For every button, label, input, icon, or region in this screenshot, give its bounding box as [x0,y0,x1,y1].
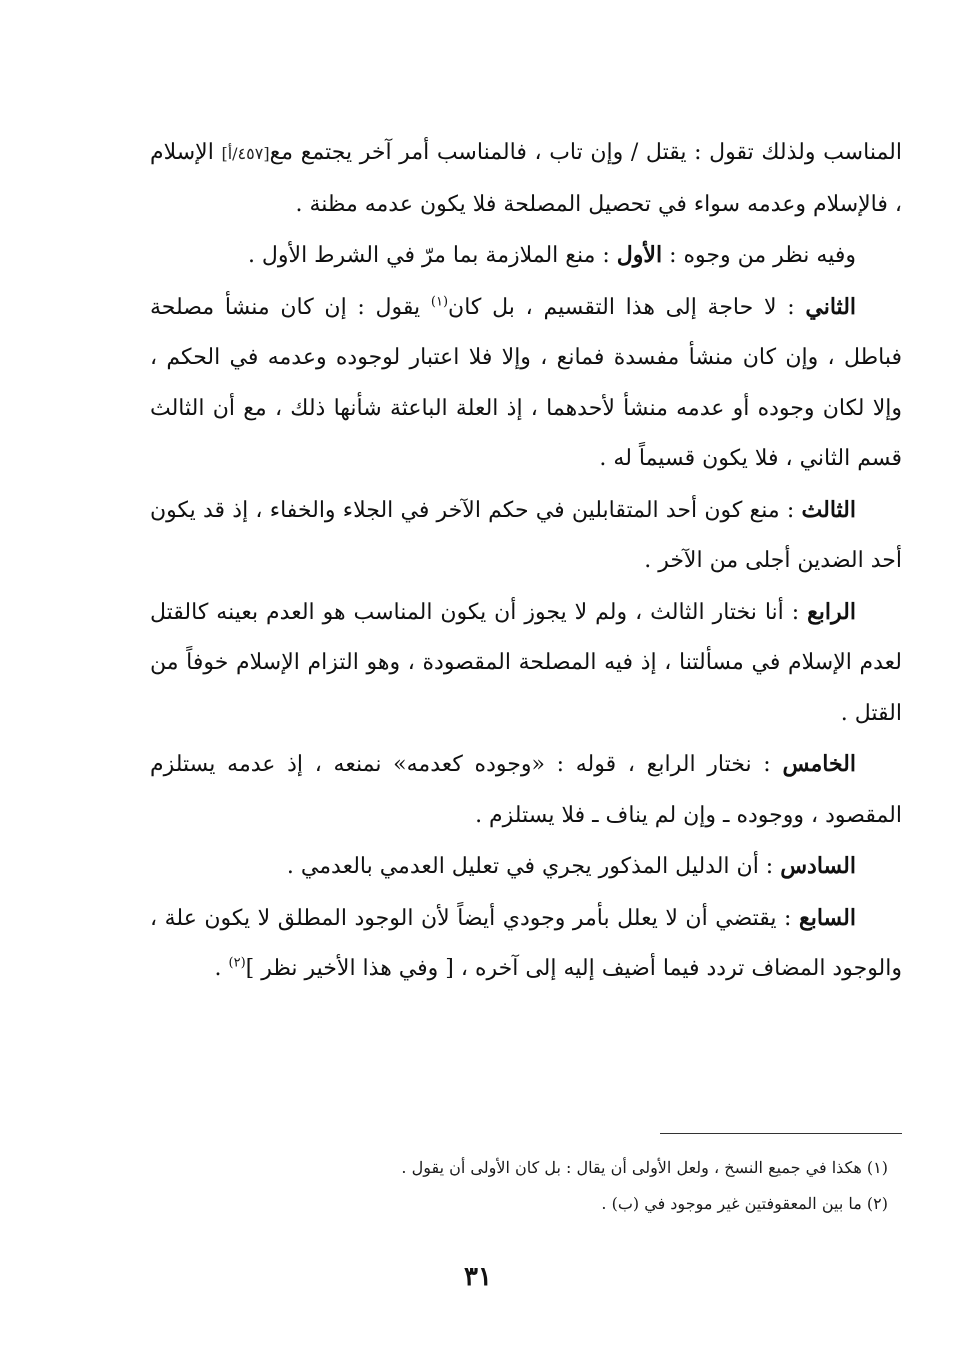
paragraph-7-text: : أن الدليل المذكور يجري في تعليل العدمي بالعدمي . [286,854,781,879]
paragraph-1 [150,128,902,230]
paragraph-8 [150,893,902,995]
footnote-2: (٢) ما بين المعقوفتين غير موجود في (ب) . [601,1194,888,1213]
paragraph-2-continuation: : منع الملازمة بما مرّ في الشرط الأول . [247,243,617,268]
paragraph-1-continuation: الإسلام ، فالإسلام وعدمه سواء في تحصيل المصلحة فلا يكون عدمه مظنة . [150,140,902,217]
term-second: الثاني [805,293,857,320]
main-text [150,128,902,995]
paragraph-7 [150,841,902,893]
term-sixth: السادس [780,853,856,879]
paragraph-5-text: : أنا نختار الثالث ، ولم لا يجوز أن يكون المناسب هو العدم بعينه كالقتل لعدم الإسلام في مسألتنا ، إذ فيه المصلحة المقصودة ، وهو التزام الإسلام خوفاً من القتل . [150,599,902,726]
paragraph-3-text: : لا حاجة إلى هذا التقسيم ، بل كان [448,294,806,320]
paragraph-3 [150,282,902,485]
paragraph-8-text: : يقتضي أن لا يعلل بأمر وجودي أيضاً لأن الوجود المطلق لا يكون علة ، والوجود المضاف تردد فيما أضيف إليه إلى آخره ، [ وفي هذا الأخير نظر ] [150,905,902,981]
paragraph-2 [150,230,902,282]
paragraph-4 [150,485,902,587]
paragraph-6 [150,739,902,841]
marginal-folio-ref: [٤٥٧/أ] [221,144,270,163]
footnote-divider [660,1133,902,1134]
paragraph-3-continuation: يقول : إن كان منشأ مصلحة فباطل ، وإن كان منشأ مفسدة فمانع ، وإلا فلا اعتبار لوجوده وعدمه في الحكم ، وإلا لكان وجوده أو عدمه منشأ لأحدهما ، إذ العلة الباعثة شأنها ذلك ، مع أن الثالث قسم الثاني ، فلا يكون قسيماً له . [150,294,902,471]
paragraph-5 [150,587,902,740]
paragraph-8-continuation: . [214,956,229,981]
term-fourth: الرابع [807,598,856,625]
footnote-1: (١) هكذا في جميع النسخ ، ولعل الأولى أن يقال : بل كان الأولى أن يقول . [401,1158,888,1177]
term-seventh: السابع [799,904,856,931]
page-number: ٣١ [464,1262,492,1292]
term-third: الثالث [801,496,856,523]
term-fifth: الخامس [782,751,856,777]
paragraph-6-text: : نختار الرابع ، قوله : «وجوده كعدمه» نمنعه ، إذ عدمه يستلزم المقصود ، ووجوده ـ وإن لم يناف ـ فلا يستلزم . [150,752,902,828]
footnote-ref-1: (١) [430,294,449,310]
paragraph-1-text: المناسب ولذلك تقول : يقتل / وإن تاب ، فالمناسب أمر آخر يجتمع مع [269,140,902,165]
footnote-ref-2: (٢) [228,955,246,971]
term-first: الأول [616,242,663,268]
footnotes [150,1150,888,1222]
paragraph-2-text: وفيه نظر من وجوه : [662,243,856,268]
paragraph-4-text: : منع كون أحد المتقابلين في حكم الآخر في الجلاء والخفاء ، إذ قد يكون أحد الضدين أجلى من الآخر . [150,497,902,573]
